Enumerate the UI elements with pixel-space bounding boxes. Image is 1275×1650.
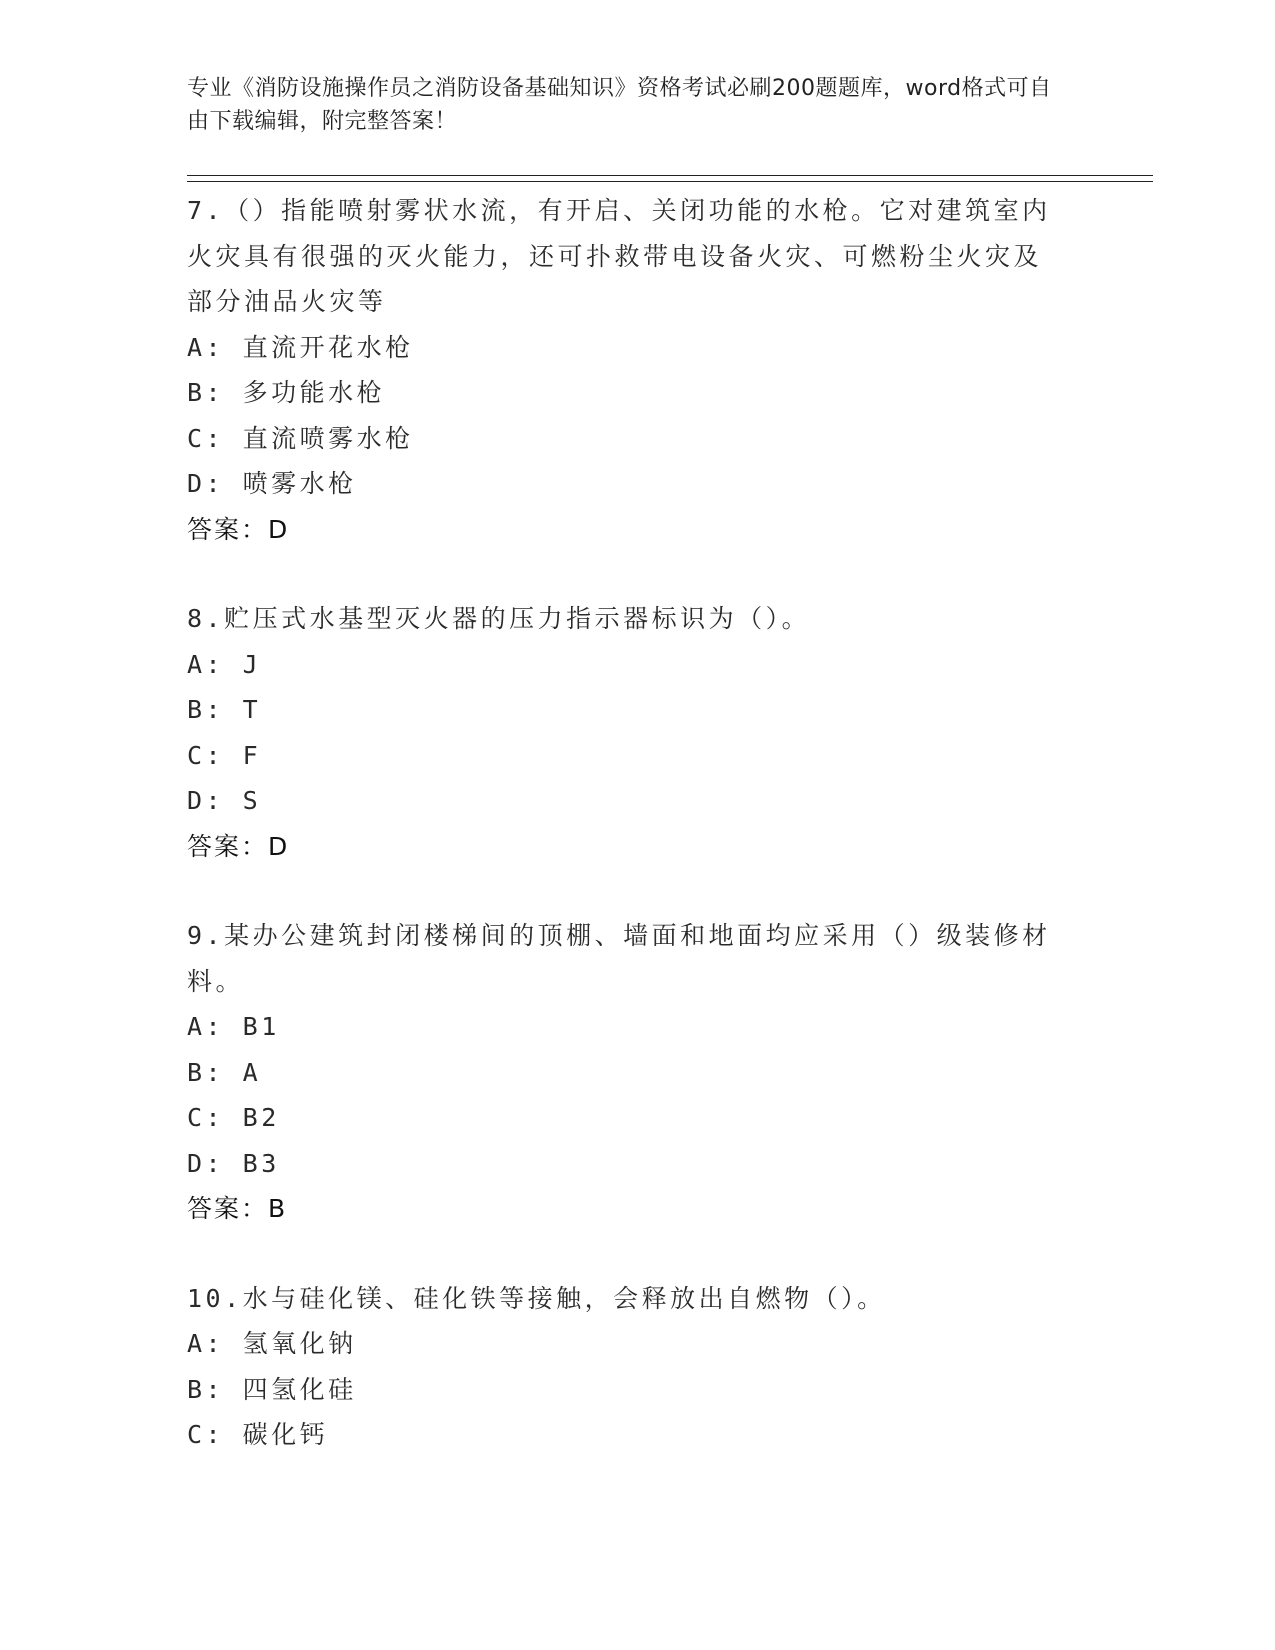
question-stem: 9.某办公建筑封闭楼梯间的顶棚、墙面和地面均应采用（）级装修材料。 [187, 921, 1051, 996]
question-stem: 8.贮压式水基型灭火器的压力指示器标识为（）。 [187, 604, 811, 633]
header-rule-top [187, 175, 1153, 176]
option-b: B: 四氢化硅 [187, 1374, 357, 1404]
option-b: B: A [187, 1057, 262, 1087]
answer: 答案：D [187, 831, 290, 861]
document-header: 专业《消防设施操作员之消防设备基础知识》资格考试必刷200题题库，word格式可自由下载编辑，附完整答案！ [187, 76, 1052, 134]
option-d: D: B3 [187, 1148, 280, 1178]
option-c: C: F [187, 740, 262, 770]
question-7 [187, 188, 1067, 552]
question-stem: 7.（）指能喷射雾状水流，有开启、关闭功能的水枪。它对建筑室内火灾具有很强的灭火能力，还可扑救带电设备火灾、可燃粉尘火灾及部分油品火灾等 [187, 196, 1051, 316]
option-c: C: B2 [187, 1103, 280, 1132]
option-c: C: 直流喷雾水枪 [187, 423, 414, 453]
header-rule-bottom [187, 181, 1153, 182]
option-b: B: T [187, 695, 262, 724]
question-list [187, 188, 1067, 1502]
question-stem: 10.水与硅化镁、硅化铁等接触，会释放出自燃物（）。 [187, 1283, 886, 1313]
question-10 [187, 1276, 1067, 1458]
option-a: A: J [187, 649, 262, 679]
option-c: C: 碳化钙 [187, 1420, 329, 1449]
question-8 [187, 596, 1067, 869]
option-a: A: B1 [187, 1012, 280, 1041]
option-b: B: 多功能水枪 [187, 378, 386, 407]
option-a: A: 氢氧化钠 [187, 1329, 357, 1358]
question-9 [187, 913, 1067, 1232]
option-d: D: 喷雾水枪 [187, 469, 357, 498]
option-d: D: S [187, 786, 262, 815]
answer: 答案：B [187, 1194, 288, 1223]
answer: 答案：D [187, 514, 290, 544]
option-a: A: 直流开花水枪 [187, 332, 414, 362]
